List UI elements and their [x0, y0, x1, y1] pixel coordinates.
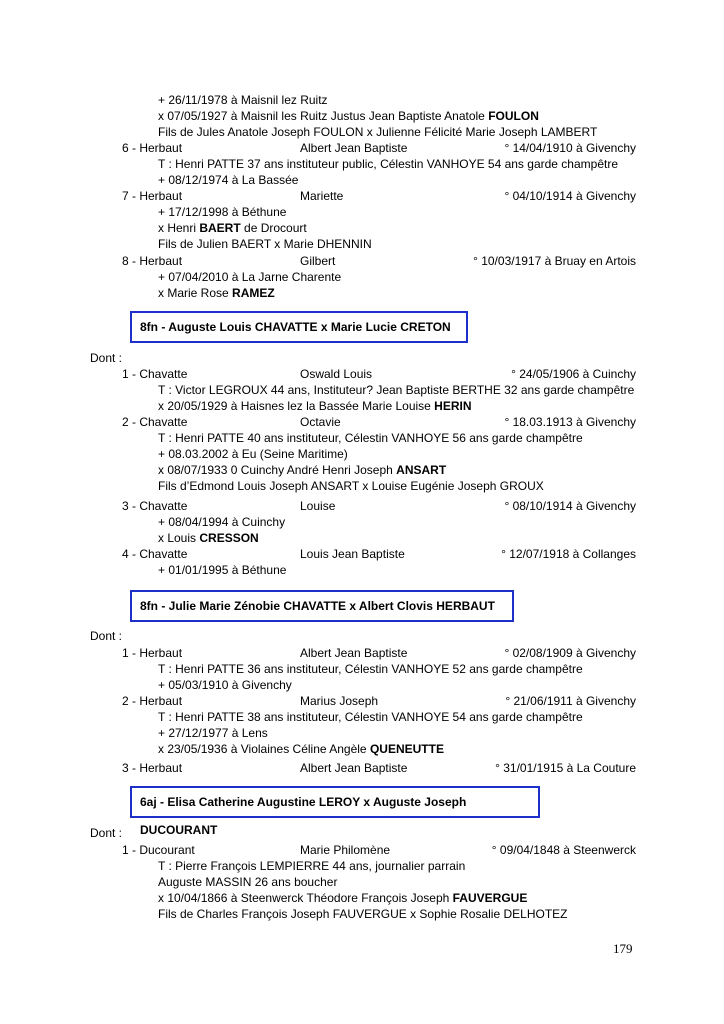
witness-line: T : Henri PATTE 40 ans instituteur, Célestin VANHOYE 56 ans garde champêtre	[158, 431, 583, 445]
child-birth-date: ° 24/05/1906 à Cuinchy	[511, 367, 636, 381]
spouse-surname: HERIN	[434, 399, 472, 413]
child-number: 2 - Herbaut	[122, 694, 183, 708]
marriage-text: x Henri	[158, 221, 200, 235]
marriage-text: x 20/05/1929 à Haisnes lez la Bassée Marie Louise	[158, 399, 435, 413]
child-birth-date: ° 12/07/1918 à Collanges	[501, 547, 636, 561]
spouse-surname: ANSART	[396, 463, 447, 477]
child-birth-date: ° 21/06/1911 à Givenchy	[505, 694, 636, 708]
child-firstname: Octavie	[300, 415, 341, 429]
marriage-text: de Drocourt	[240, 221, 307, 235]
child-firstname: Louise	[300, 499, 336, 513]
child-birth-date: ° 04/10/1914 à Givenchy	[504, 189, 636, 203]
marriage-line	[158, 220, 307, 236]
death-line: + 07/04/2010 à La Jarne Charente	[158, 270, 342, 284]
page-number: 179	[613, 941, 633, 956]
marriage-line	[158, 530, 259, 546]
marriage-line	[158, 108, 539, 124]
parents-line: Fils de Charles François Joseph FAUVERGUE x Sophie Rosalie DELHOTEZ	[158, 907, 568, 921]
spouse-surname: CRESSON	[199, 531, 259, 545]
parents-line: Fils de Julien BAERT x Marie DHENNIN	[158, 237, 372, 251]
death-line: + 08/12/1974 à La Bassée	[158, 173, 299, 187]
witness-line: T : Henri PATTE 36 ans instituteur, Célestin VANHOYE 52 ans garde champêtre	[158, 662, 583, 676]
child-firstname: Marius Joseph	[300, 694, 379, 708]
marriage-text: x Louis	[158, 531, 200, 545]
marriage-line	[158, 398, 472, 414]
child-number: 2 - Chavatte	[122, 415, 188, 429]
marriage-text: x Marie Rose	[158, 286, 233, 300]
marriage-text: x 07/05/1927 à Maisnil les Ruitz Justus Jean Baptiste Anatole	[158, 109, 489, 123]
marriage-line	[158, 741, 444, 757]
child-firstname: Albert Jean Baptiste	[300, 141, 408, 155]
child-firstname: Gilbert	[300, 254, 336, 268]
spouse-surname: BAERT	[199, 221, 241, 235]
child-number: 4 - Chavatte	[122, 547, 188, 561]
death-line: + 08.03.2002 à Eu (Seine Maritime)	[158, 447, 348, 461]
death-line: + 01/01/1995 à Béthune	[158, 563, 287, 577]
spouse-surname: RAMEZ	[232, 286, 275, 300]
child-firstname: Mariette	[300, 189, 344, 203]
child-number: 3 - Chavatte	[122, 499, 188, 513]
marriage-text: x 10/04/1866 à Steenwerck Théodore François Joseph	[158, 891, 453, 905]
child-firstname: Marie Philomène	[300, 843, 391, 857]
spouse-surname: QUENEUTTE	[369, 742, 444, 756]
witness-line: T : Henri PATTE 38 ans instituteur, Célestin VANHOYE 54 ans garde champêtre	[158, 710, 583, 724]
child-number: 1 - Chavatte	[122, 367, 188, 381]
death-line: + 17/12/1998 à Béthune	[158, 205, 287, 219]
child-birth-date: ° 09/04/1848 à Steenwerck	[491, 843, 636, 857]
text-line: + 26/11/1978 à Maisnil lez Ruitz	[158, 93, 328, 107]
child-number: 6 - Herbaut	[122, 141, 183, 155]
child-birth-date: ° 02/08/1909 à Givenchy	[504, 646, 636, 660]
parents-line: Fils de Jules Anatole Joseph FOULON x Julienne Félicité Marie Joseph LAMBERT	[158, 125, 598, 139]
child-number: 1 - Herbaut	[122, 646, 183, 660]
couple-heading: 8fn - Auguste Louis CHAVATTE x Marie Lucie CRETON	[130, 311, 468, 343]
child-number: 1 - Ducourant	[122, 843, 195, 857]
child-firstname: Albert Jean Baptiste	[300, 761, 408, 775]
spouse-surname: FOULON	[488, 109, 539, 123]
child-firstname: Albert Jean Baptiste	[300, 646, 408, 660]
parents-line: Fils d’Edmond Louis Joseph ANSART x Louise Eugénie Joseph GROUX	[158, 479, 544, 493]
witness-line: T : Pierre François LEMPIERRE 44 ans, journalier parrain	[158, 859, 466, 873]
marriage-text: x 08/07/1933 0 Cuinchy André Henri Joseph	[158, 463, 397, 477]
marriage-line	[158, 285, 275, 301]
couple-heading: 6aj - Elisa Catherine Augustine LEROY x Auguste Joseph DUCOURANT	[130, 786, 540, 818]
child-birth-date: ° 10/03/1917 à Bruay en Artois	[473, 254, 636, 268]
marriage-text: x 23/05/1936 à Violaines Céline Angèle	[158, 742, 370, 756]
witness-line: Auguste MASSIN 26 ans boucher	[158, 875, 338, 889]
child-birth-date: ° 31/01/1915 à La Couture	[495, 761, 636, 775]
marriage-line	[158, 462, 446, 478]
dont-label: Dont :	[90, 826, 123, 840]
child-firstname: Louis Jean Baptiste	[300, 547, 405, 561]
child-birth-date: ° 14/04/1910 à Givenchy	[504, 141, 636, 155]
death-line: + 27/12/1977 à Lens	[158, 726, 268, 740]
marriage-line	[158, 890, 527, 906]
death-line: + 08/04/1994 à Cuinchy	[158, 515, 286, 529]
child-birth-date: ° 18.03.1913 à Givenchy	[504, 415, 636, 429]
couple-heading: 8fn - Julie Marie Zénobie CHAVATTE x Albert Clovis HERBAUT	[130, 590, 514, 622]
child-number: 7 - Herbaut	[122, 189, 183, 203]
witness-line: T : Victor LEGROUX 44 ans, Instituteur? Jean Baptiste BERTHE 32 ans garde champêtre	[158, 383, 635, 397]
death-line: + 05/03/1910 à Givenchy	[158, 678, 292, 692]
dont-label: Dont :	[90, 629, 123, 643]
child-birth-date: ° 08/10/1914 à Givenchy	[504, 499, 636, 513]
spouse-surname: FAUVERGUE	[452, 891, 528, 905]
witness-line: T : Henri PATTE 37 ans instituteur public, Célestin VANHOYE 54 ans garde champêtre	[158, 157, 618, 171]
child-firstname: Oswald Louis	[300, 367, 373, 381]
dont-label: Dont :	[90, 351, 123, 365]
child-number: 8 - Herbaut	[122, 254, 183, 268]
child-number: 3 - Herbaut	[122, 761, 183, 775]
